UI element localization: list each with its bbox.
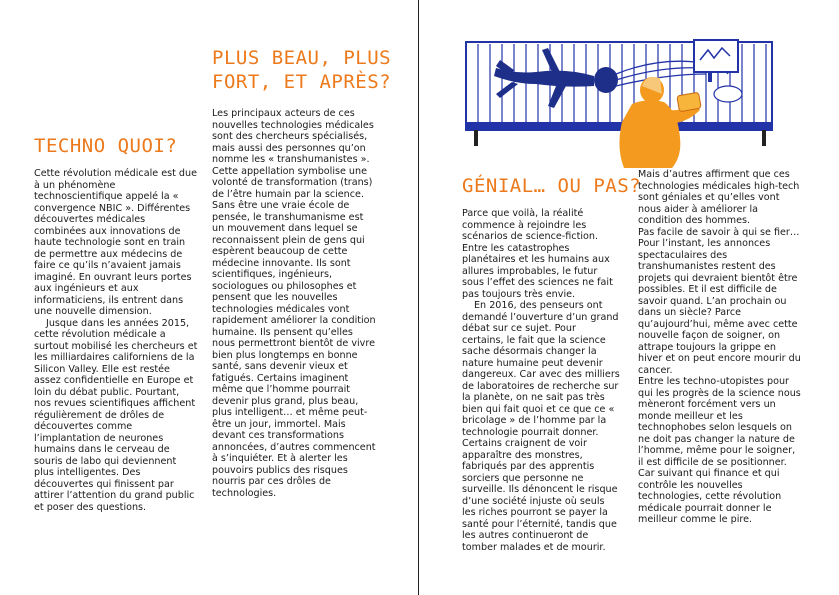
heading-genial-ou-pas: GÉNIAL… OU PAS? [462,175,642,197]
paragraph: Entre les techno-utopistes pour qui les progrès de la science nous mèneront forcément vers un monde meilleur et les technophobes selon lesquels on ne doit pas changer la nature de l’homme, même pour le soigner, il est difficile de se positionner. Car suivant qui finance et qui contrôle les nouvelles technologies, cette révolution médicale pourrait donner le meilleur comme le pire. [638,376,801,525]
paragraph: Cette révolution médicale est due à un phénomène technoscientifique appelé la « convergence NBIC ». Différentes découvertes médicales combinées aux innovations de haute technologie sont en train de permettre aux médecins de faire ce qu’ils n’avaient jamais imaginé. En ouvrant leurs portes aux ingénieurs et aux informaticiens, ils entrent dans une nouvelle dimension. [34,168,197,317]
paragraph: Mais d’autres affirment que ces technologies médicales high-tech sont géniales et qu’elles vont nous aider à améliorer la condition des hommes. [638,169,800,226]
paragraph: En 2016, des penseurs ont demandé l’ouverture d’un grand débat sur ce sujet. Pour certains, le fait que la science sache désormais changer la nature humaine peut devenir dangereux. Car avec des milliers de laboratoires de recherche sur la planète, on ne sait pas très bien qui fait quoi et ce que ce « bricolage » de l’homme par la technologie pourrait donner. Certains craignent de voir apparaître des monstres, fabriqués par des apprentis sorciers que personne ne surveille. Ils dénoncent le risque d’une société injuste où seuls les riches pourront se payer la santé pour l’éternité, tandis que les autres continueront de tomber malades et de mourir. [462,300,620,553]
page-gutter-divider [418,0,419,595]
paragraph: Les principaux acteurs de ces nouvelles technologies médicales sont des chercheurs spécialisés, mais aussi des personnes qu’on nomme les « transhumanistes ». Cette appellation symbolise une volonté de transformation (trans) de l’être humain par la science. Sans être une vraie école de pensée, le transhumanisme est un mouvement dans lequel se reconnaissent plein de gens qui espèrent beaucoup de cette médecine innovante. Ils sont scientifiques, ingénieurs, sociologues ou philosophes et pensent que les nouvelles technologies médicales vont rapidement améliorer la condition humaine. Ils pensent qu’elles nous permettront bientôt de vivre bien plus longtemps en bonne santé, sans devenir vieux et fatigués. Certains imaginent même que l’homme pourrait devenir plus grand, plus beau, plus intelligent… et même peut-être un jour, immortel. Mais devant ces transformations annoncées, d’autres commencent à s’inquiéter. Et à alerter les pouvoirs publics des risques nourris par ces drôles de technologies. [212,108,376,499]
paragraph: Pas facile de savoir à qui se fier… Pour l’instant, les annonces spectaculaires des transhumanistes restent des projets qui devraient bientôt être possibles. Et il est difficile de savoir quand. L’an prochain ou dans un siècle? Parce qu’aujourd’hui, même avec cette nouvelle façon de soigner, on attrape toujours la grippe en hiver et on peut encore mourir du cancer. [638,226,801,376]
column-4-text [638,169,802,526]
column-3-text [462,208,620,553]
column-2-text [212,108,377,499]
heading-plus-beau-line1: PLUS BEAU, PLUS [212,47,392,69]
column-1-text [34,168,198,513]
heading-techno-quoi: TECHNO QUOI? [34,135,178,157]
heading-plus-beau-line2: FORT, ET APRÈS? [212,71,392,93]
heading-plus-beau [212,46,391,94]
paragraph: Parce que voilà, la réalité commence à rejoindre les scénarios de science-fiction. Entre les catastrophes planétaires et les humains aux allures improbables, le futur sous l’effet des sciences ne fait pas toujours très envie. [462,208,613,300]
paragraph: Jusque dans les années 2015, cette révolution médicale a surtout mobilisé les chercheurs et les milliardaires californiens de la Silicon Valley. Elle est restée assez confidentielle en Europe et loin du débat public. Pourtant, nos revues scientifiques affichent régulièrement de drôles de découvertes comme l’implantation de neurones humains dans le cerveau de souris de labo qui deviennent plus intelligentes. Des découvertes qui finissent par attirer l’attention du grand public et poser des questions. [34,317,198,513]
illustration-hospital-bed [456,38,782,176]
